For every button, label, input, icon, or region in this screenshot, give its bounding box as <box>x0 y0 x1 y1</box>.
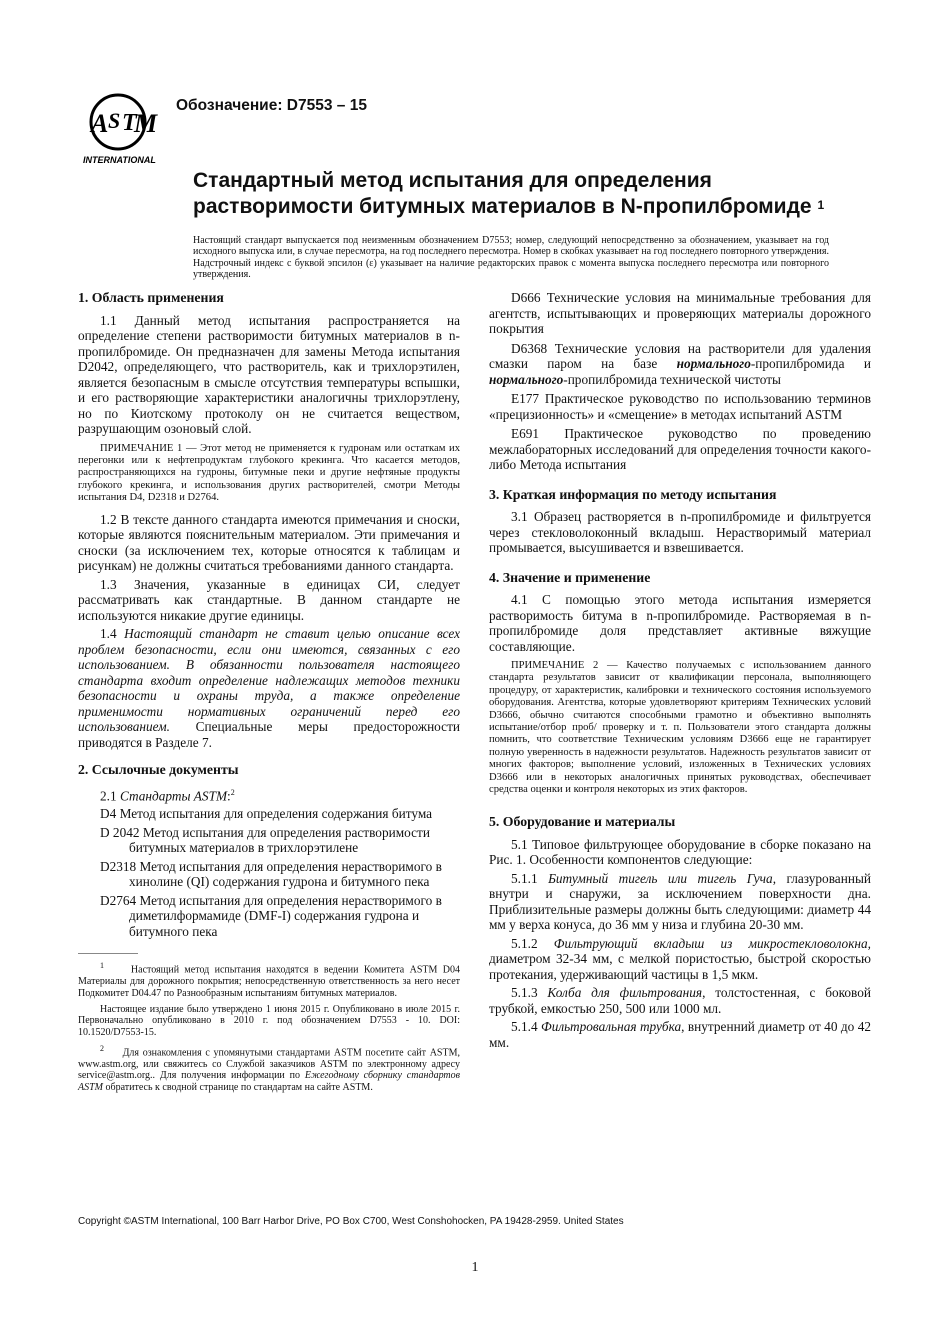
copyright-footer: Copyright ©ASTM International, 100 Barr Harbor Drive, PO Box C700, West Conshohocken, PA 19428-2959. United States <box>78 1216 624 1227</box>
para-1-1: 1.1 Данный метод испытания распространяется на определение степени растворимости битумных материалов в n-пропилбромиде. Он предназначен для замены Метода испытания D2042, определяющего, что растворитель, как и трихлорэтилен, является безопасным в смысле отсутствия температуры вспышки, и его растворяющие характеристики аналогичны трихлорэтлену, но по Киотскому протоколу он не считается веществом, разрушающим озоновый слой. <box>78 312 460 436</box>
svg-text:T: T <box>122 110 137 136</box>
right-column <box>489 290 871 1053</box>
ref-d666: D666 Технические условия на минимальные требования для агентств, испытывающих и проверяющих материалы дорожного покрытия <box>489 290 871 336</box>
ref-d6368-d: -пропилбромида технической чистоты <box>563 371 781 387</box>
footnote-1-approval: Настоящее издание было утверждено 1 июня 2015 г. Опубликовано в июле 2015 г. Первоначально опубликовано в 2010 г. под обозначением D7553 - 10. DOI: 10.1520/D7553-15. <box>78 1004 460 1038</box>
para-5-1-2-rest: диаметром 32-34 мм, с мелкой пористостью, быстрой скоростью протекания, удерживающий частицы в 1,5 мкм. <box>489 951 871 982</box>
ref-d2764: D2764 Метод испытания для определения нерастворимого в диметилформамиде (DMF-I) содержания гудрона и битумного пека <box>100 892 442 939</box>
ref-d6368-a: D6368 Технические условия на растворители для удаления смазки паром на базе <box>489 340 871 371</box>
para-5-1-3-italic: Колба для фильтрования <box>547 985 703 1001</box>
footnote-2-text-a: Для ознакомления с упомянутыми стандартами ASTM посетите сайт ASTM, www.astm.org, или свяжитесь со Службой заказчиков ASTM по электронному адресу service@astm.org.. Для получения информации по <box>78 1047 460 1082</box>
section-5-heading: 5. Оборудование и материалы <box>489 814 676 830</box>
note-1: ПРИМЕЧАНИЕ 1 — Этот метод не применяется к гудронам или остаткам их перегонки или к нефтепродуктам глубокого крекинга. Что касается методов, распространяющихся на гудроны, битумные пеки и другие нефтяные продукты глубокого крекинга, и использования других растворителей, смотри Методы испытания D4, D2318 и D2764. <box>78 442 460 504</box>
svg-text:INTERNATIONAL: INTERNATIONAL <box>83 155 156 165</box>
svg-text:S: S <box>108 108 121 133</box>
page-number: 1 <box>471 1260 479 1275</box>
para-1-3: 1.3 Значения, указанные в единицах СИ, следует рассматривать как стандартные. В данном стандарте не используются никакие другие единицы. <box>78 576 460 623</box>
ref-d4: D4 Метод испытания для определения содержания битума <box>100 806 433 822</box>
note-2: ПРИМЕЧАНИЕ 2 — Качество получаемых с использованием данного стандарта результатов зависит от квалификации персонала, выполняющего процедуру, от характеристик, калибровки и технического состояния используемого оборудования. Агентства, которые удовлетворяют критериям Технических условий D3666, обычно считаются способными грамотно и объективно выполнять испытание/отбор проб/ проверку и т. п. Пользователи этого стандарта должны помнить, что соответствие Техническим условиям D3666 еще не гарантирует полную уверенность в надежности результатов. Надежность результатов зависит от многих факторов; выполнение условий, изложенных в Технических условиях D3666 или в некоторых аналогичных принятых руководствах, обеспечивает средства оценки и контроля некоторых из этих факторов. <box>489 660 871 796</box>
para-5-1-4-italic: Фильтровальная трубка <box>541 1019 682 1035</box>
section-4-heading: 4. Значение и применение <box>489 569 651 585</box>
standard-issue-note: Настоящий стандарт выпускается под неизменным обозначением D7553; номер, следующий непосредственно за обозначением, указывает на год исходного выпуска или, в случае пересмотра, на год последнего пересмотра. Номер в скобках указывает на год последнего повторного утверждения. Надстрочный индекс с буквой эпсилон (ε) указывает на наличие редакторских правок с момента выпуска последнего пересмотра или повторного утверждения. <box>193 235 829 280</box>
title-line-2: растворимости битумных материалов в N-пропилбромиде <box>193 195 812 218</box>
ref-e177: E177 Практическое руководство по использованию терминов «прецизионность» и «смещение» в методах испытаний ASTM <box>489 391 871 422</box>
para-5-1-4-num: 5.1.4 <box>511 1019 538 1035</box>
para-1-4-rest: Специальные меры предосторожности приводятся в Разделе 7. <box>78 719 460 750</box>
para-5-1-1-italic: Битумный тигель или тигель Гуча <box>548 870 773 886</box>
para-5-1: 5.1 Типовое фильтрующее оборудование в сборке показано на Рис. 1. Особенности компонентов следующие: <box>489 836 871 868</box>
ref-d2318: D2318 Метод испытания для определения нерастворимого в хинолине (QI) содержания гудрона и битумного пека <box>100 858 442 890</box>
para-5-1-4-rest: , внутренний диаметр от 40 до 42 мм. <box>489 1019 872 1050</box>
section-2-heading: 2. Ссылочные документы <box>78 762 239 778</box>
title-footnote-ref: 1 <box>817 198 825 212</box>
footnote-2-sup: 2 <box>100 1044 104 1054</box>
document-title <box>193 168 893 220</box>
title-line-1: Стандартный метод испытания для определения <box>193 169 712 192</box>
footnote-1-sup: 1 <box>100 961 104 971</box>
footnote-divider <box>78 953 138 954</box>
svg-text:M: M <box>134 109 158 138</box>
astm-logo <box>78 88 168 166</box>
para-5-1-1-rest: , глазурованный внутри и снаружи, за исключением поверхности дна. Приблизительные размеры должны быть следующими: диаметр 44 мм у верха конуса, до 36 мм у низа и глубина 20-30 мм. <box>489 870 871 933</box>
astm-logo-icon <box>78 88 168 166</box>
para-5-1-4 <box>489 1019 871 1050</box>
footnote-2-italic: Ежегодному сборнику стандартов ASTM <box>78 1070 460 1093</box>
para-1-4-num: 1.4 <box>100 626 117 642</box>
ref-d6368-b1: нормального <box>676 356 751 371</box>
ref-e691: E691 Практическое руководство по проведению межлабораторных исследований для определения точности какого-либо Метода испытания <box>489 426 871 472</box>
footnote-1 <box>78 960 460 999</box>
ref-d2042: D 2042 Метод испытания для определения растворимости битумных материалов в трихлорэтилене <box>100 824 430 856</box>
left-column <box>78 290 460 1098</box>
para-2-1-italic: Стандарты ASTM <box>119 787 228 803</box>
para-5-1-3 <box>489 985 871 1016</box>
section-3-heading: 3. Краткая информация по методу испытания <box>489 486 777 502</box>
para-2-1-num: 2.1 <box>100 787 117 803</box>
ref-d6368-c: -пропилбромида и <box>750 356 871 371</box>
ref-d6368-b2: нормального <box>489 371 564 387</box>
para-2-1: 2.1 Стандарты ASTM:$^2$ <box>100 787 235 803</box>
section-1-heading: 1. Область применения <box>78 290 224 305</box>
para-4-1: 4.1 С помощью этого метода испытания измеряется растворимость битума в n-пропилбромиде. Растворяемая в n-пропилбромиде доля представляет активные вяжущие составляющие. <box>489 592 871 654</box>
footnote-2 <box>78 1043 460 1093</box>
para-5-1-3-rest: , толстостенная, с боковой трубкой, емкостью 250, 500 или 1000 мл. <box>489 985 871 1016</box>
para-2-1-sup: 2 <box>230 787 235 797</box>
para-5-1-2 <box>489 936 871 983</box>
para-1-4 <box>78 626 460 750</box>
para-3-1: 3.1 Образец растворяется в n-пропилбромиде и фильтруется через стекловолоконный вкладыш. Нерастворимый материал промывается, высушивается и взвешивается. <box>489 509 871 555</box>
ref-d6368 <box>489 341 871 388</box>
para-1-4-italic: Настоящий стандарт не ставит целью описание всех проблем безопасности, если они имеются, связанных с его использованием. В обязанности пользователя настоящего стандарта входит определение надлежащих методов техники безопасности и охраны труда, а также определение применимости нормативных ограничений перед его использованием. <box>78 626 461 735</box>
para-5-1-3-num: 5.1.3 <box>511 985 538 1001</box>
designation: Обозначение: D7553 – 15 <box>176 97 367 114</box>
footnote-1-text: Настоящий метод испытания находятся в ведении Комитета ASTM D04 Материалы для дорожного покрытия; непосредственную ответственность за него несет Подкомитет D04.47 по Разнообразным испытаниям битумных материалов. <box>78 964 460 999</box>
para-1-2: 1.2 В тексте данного стандарта имеются примечания и сноски, которые являются пояснительным материалом. Эти примечания и сноски (за исключением тех, которые относятся к таблицам и рисункам) не должны считаться требованиями данного стандарта. <box>78 511 460 574</box>
para-5-1-2-num: 5.1.2 <box>511 935 538 951</box>
para-5-1-1-num: 5.1.1 <box>511 870 538 886</box>
svg-text:A: A <box>91 109 109 138</box>
para-5-1-1 <box>489 871 871 933</box>
para-5-1-2-italic: Фильтрующий вкладыш из микростекловолокна, <box>553 935 871 951</box>
footnote-2-text-b: обратитесь к сводной странице по стандартам на сайте ASTM. <box>105 1081 373 1093</box>
